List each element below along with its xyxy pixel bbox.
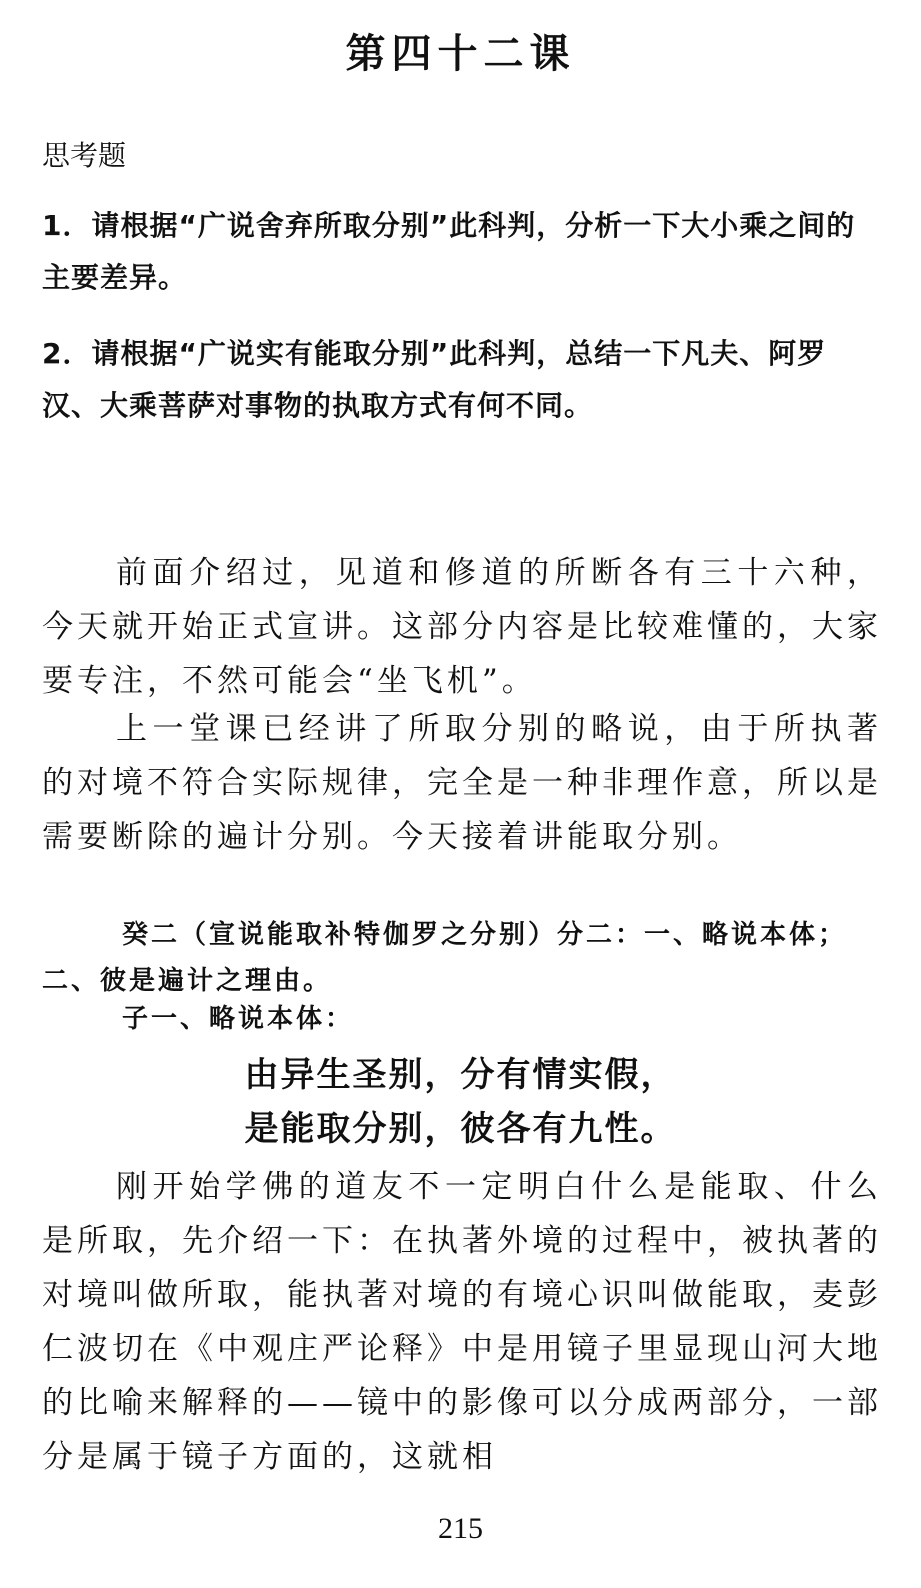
question-1: 1．请根据“广说舍弃所取分别”此科判，分析一下大小乘之间的主要差异。 — [42, 209, 856, 294]
section-heading-line-1: 癸二（宣说能取补特伽罗之分别）分二：一、略说本体； — [122, 920, 848, 950]
body-paragraph-2: 上一堂课已经讲了所取分别的略说，由于所执著的对境不符合实际规律，完全是一种非理作意，所以是需要断除的遍计分别。今天接着讲能取分别。 — [42, 711, 882, 855]
lesson-title: 第四十二课 — [345, 31, 576, 77]
question-2: 2．请根据“广说实有能取分别”此科判，总结一下凡夫、阿罗汉、大乘菩萨对事物的执取方式有何不同。 — [42, 337, 827, 422]
verse-line-2: 是能取分别，彼各有九性。 — [244, 1109, 677, 1149]
subsection-heading: 子一、略说本体： — [122, 1004, 355, 1034]
body-paragraph-1: 前面介绍过，见道和修道的所断各有三十六种，今天就开始正式宣讲。这部分内容是比较难懂的，大家要专注，不然可能会“坐飞机”。 — [42, 555, 882, 699]
section-heading — [42, 912, 882, 1004]
section-heading-line-2: 二、彼是遍计之理由。 — [42, 966, 333, 996]
page-number: 215 — [438, 1512, 483, 1545]
body-paragraph-3: 刚开始学佛的道友不一定明白什么是能取、什么是所取，先介绍一下：在执著外境的过程中，被执著的对境叫做所取，能执著对境的有境心识叫做能取，麦彭仁波切在《中观庄严论释》中是用镜子里显现山河大地的比喻来解释的——镜中的影像可以分成两部分，一部分是属于镜子方面的，这就相 — [42, 1169, 882, 1475]
think-questions-label: 思考题 — [42, 139, 127, 172]
verse-line-1: 由异生圣别，分有情实假， — [244, 1055, 677, 1095]
